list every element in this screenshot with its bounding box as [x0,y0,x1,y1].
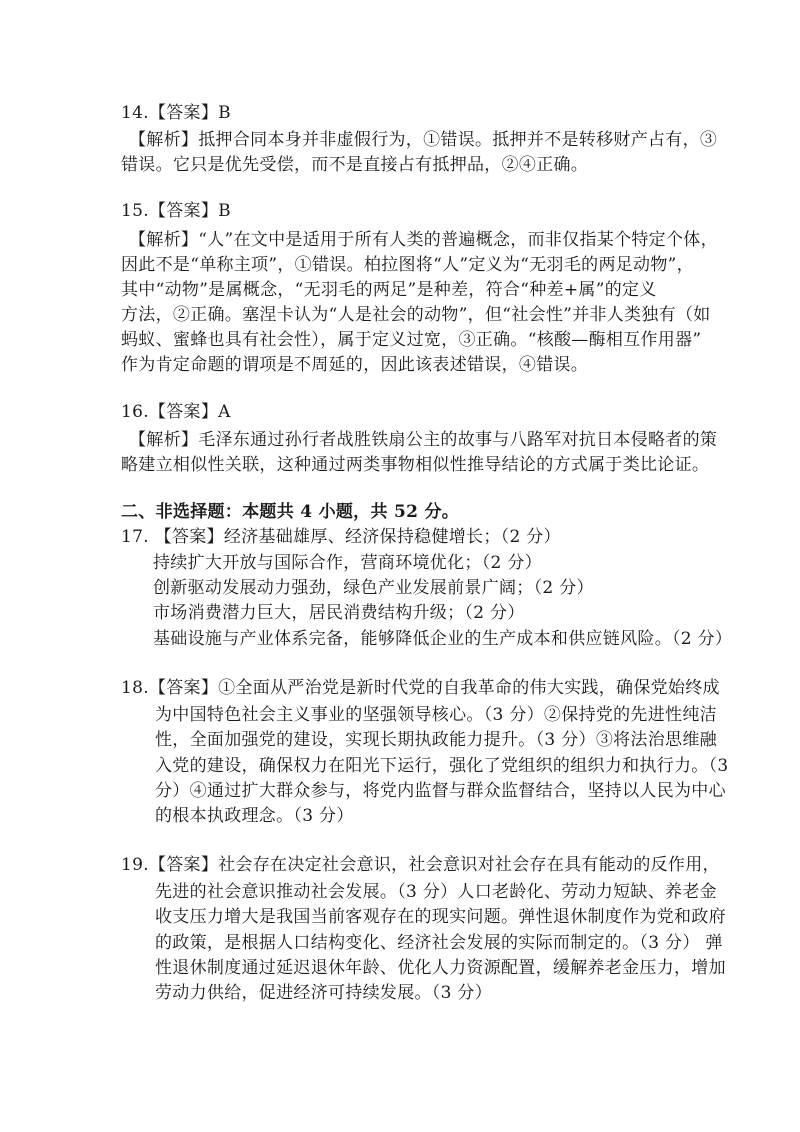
q18-line: 的根本执政理念。（3 分） [155,806,354,826]
q16-analysis-line: 【解析】毛泽东通过孙行者战胜铁扇公主的故事与八路军对抗日本侵略者的策 [129,430,718,450]
q16-answer: 16.【答案】A [121,402,231,422]
q19-line: 的政策，是根据人口结构变化、经济社会发展的实际而制定的。（3 分） 弹 [155,933,723,953]
q17-line: 基础设施与产业体系完备，能够降低企业的生产成本和供应链风险。（2 分） [153,629,733,649]
q19-line: 收支压力增大是我国当前客观存在的现实问题。弹性退休制度作为党和政府 [155,907,726,927]
q16-analysis-line: 略建立相似性关联，这种通过两类事物相似性推导结论的方式属于类比论证。 [121,455,710,475]
q15-analysis-line: 蚂蚁、蜜蜂也具有社会性），属于定义过宽，③正确。“核酸—酶相互作用器” [121,330,702,350]
q18-line: 性，全面加强党的建设，实现长期执政能力提升。（3 分）③将法治思维融 [155,730,717,750]
q19-line: 劳动力供给，促进经济可持续发展。（3 分） [155,983,493,1003]
q15-analysis-line: 作为肯定命题的谓项是不周延的，因此该表述错误，④错误。 [121,355,589,375]
q14-analysis-line: 错误。它只是优先受偿，而不是直接占有抵押品，②④正确。 [121,155,589,175]
q18-line: 分）④通过扩大群众参与，将党内监督与群众监督结合，坚持以人民为中心 [155,781,726,801]
q15-analysis-line: 方法，②正确。塞涅卡认为“人是社会的动物”，但“社会性”并非人类独有（如 [121,305,711,325]
q15-answer: 15.【答案】B [121,201,231,221]
q17-line: 市场消费潜力巨大，居民消费结构升级；（2 分） [153,603,525,623]
q15-analysis-line: 【解析】“人”在文中是适用于所有人类的普遍概念，而非仅指某个特定个体， [129,230,718,250]
section-heading: 二、非选择题：本题共 4 小题，共 52 分。 [121,502,460,522]
q19-line: 19.【答案】社会存在决定社会意识，社会意识对社会存在具有能动的反作用， [121,855,720,875]
q18-line: 为中国特色社会主义事业的坚强领导核心。（3 分）②保持党的先进性纯洁 [155,705,717,725]
q14-analysis-line: 【解析】抵押合同本身并非虚假行为，①错误。抵押并不是转移财产占有，③ [129,130,718,150]
q17-line: 创新驱动发展动力强劲，绿色产业发展前景广阔；（2 分） [153,578,594,598]
q18-line: 入党的建设，确保权力在阳光下运行，强化了党组织的组织力和执行力。（3 [155,756,729,776]
q19-line: 性退休制度通过延迟退休年龄、优化人力资源配置，缓解养老金压力，增加 [155,958,726,978]
q15-analysis-line: 因此不是“单称主项”，①错误。柏拉图将“人”定义为“无羽毛的两足动物”， [121,255,694,275]
q15-analysis-line: 其中“动物”是属概念，“无羽毛的两足”是种差，符合“种差+属”的定义 [121,280,657,300]
q17-line: 17. 【答案】经济基础雄厚、经济保持稳健增长；（2 分） [121,527,561,547]
q14-answer: 14.【答案】B [121,103,231,123]
q17-line: 持续扩大开放与国际合作，营商环境优化；（2 分） [153,553,542,573]
q18-line: 18.【答案】①全面从严治党是新时代党的自我革命的伟大实践，确保党始终成 [121,678,720,698]
q19-line: 先进的社会意识推动社会发展。（3 分）人口老龄化、劳动力短缺、养老金 [155,882,717,902]
